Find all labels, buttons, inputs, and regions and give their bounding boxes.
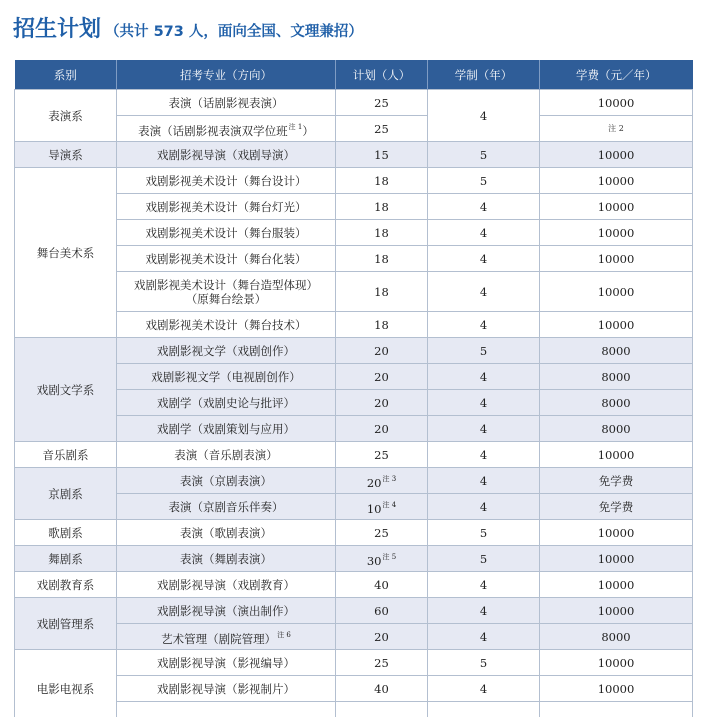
table-row — [15, 520, 693, 546]
years-cell: 4 — [428, 220, 540, 246]
fee-cell: 10000 — [540, 598, 693, 624]
plan-cell: 15 — [336, 142, 428, 168]
major-cell: 表演（歌剧表演） — [117, 520, 336, 546]
plan-value: 20 — [366, 475, 382, 490]
major-cell: 戏剧影视美术设计（舞台服装） — [117, 220, 336, 246]
fee-note-cell: 注 2 — [540, 116, 693, 142]
table-row — [15, 442, 693, 468]
major-text: 艺术管理（剧院管理） — [161, 631, 277, 646]
fee-cell: 10000 — [540, 650, 693, 676]
dept-cell: 表演系 — [15, 90, 117, 142]
table-row — [15, 90, 693, 116]
plan-cell: 18 — [336, 194, 428, 220]
group-yinyueju — [15, 442, 693, 468]
plan-cell — [336, 546, 428, 572]
years-cell: 4 — [428, 676, 540, 702]
table-row — [15, 624, 693, 650]
note-mark: 注 5 — [382, 552, 397, 561]
group-biaoyan — [15, 90, 693, 142]
fee-cell: 10000 — [540, 312, 693, 338]
plan-cell: 18 — [336, 168, 428, 194]
table-row — [15, 194, 693, 220]
plan-cell: 18 — [336, 312, 428, 338]
plan-cell: 25 — [336, 442, 428, 468]
major-cell: 表演（话剧影视表演） — [117, 90, 336, 116]
fee-cell: 10000 — [540, 442, 693, 468]
major-cell — [117, 702, 336, 717]
fee-cell: 10000 — [540, 572, 693, 598]
major-cell: 戏剧影视美术设计（舞台造型体现）（原舞台绘景） — [117, 272, 336, 312]
plan-cell: 25 — [336, 90, 428, 116]
years-cell: 5 — [428, 142, 540, 168]
years-cell — [428, 702, 540, 717]
years-cell: 4 — [428, 624, 540, 650]
title-subtitle: （共计 573 人，面向全国、文理兼招） — [105, 24, 363, 40]
years-cell: 4 — [428, 312, 540, 338]
group-wutai — [15, 168, 693, 338]
note-mark: 注 6 — [277, 630, 291, 639]
fee-cell: 10000 — [540, 676, 693, 702]
years-cell: 5 — [428, 338, 540, 364]
table-row — [15, 272, 693, 312]
dept-cell: 电影电视系 — [15, 650, 117, 717]
group-wenxue — [15, 338, 693, 442]
plan-cell: 20 — [336, 338, 428, 364]
dept-cell: 戏剧管理系 — [15, 598, 117, 650]
major-cell: 表演（京剧表演） — [117, 468, 336, 494]
dept-cell: 京剧系 — [15, 468, 117, 520]
fee-cell: 10000 — [540, 168, 693, 194]
fee-cell — [540, 702, 693, 717]
header-major: 招考专业（方向） — [117, 60, 336, 90]
plan-cell: 20 — [336, 416, 428, 442]
plan-cell: 60 — [336, 598, 428, 624]
plan-cell: 18 — [336, 246, 428, 272]
major-cell — [117, 116, 336, 142]
years-cell: 4 — [428, 272, 540, 312]
fee-cell: 10000 — [540, 546, 693, 572]
years-cell: 4 — [428, 494, 540, 520]
plan-cell: 25 — [336, 116, 428, 142]
plan-cell: 20 — [336, 624, 428, 650]
table-row — [15, 220, 693, 246]
years-cell: 4 — [428, 598, 540, 624]
major-cell: 戏剧影视美术设计（舞台化装） — [117, 246, 336, 272]
fee-cell: 8000 — [540, 416, 693, 442]
plan-cell: 18 — [336, 272, 428, 312]
dept-cell: 导演系 — [15, 142, 117, 168]
fee-cell: 8000 — [540, 624, 693, 650]
years-cell: 4 — [428, 194, 540, 220]
dept-cell: 舞剧系 — [15, 546, 117, 572]
table-row — [15, 494, 693, 520]
group-jiaoyu — [15, 572, 693, 598]
major-cell: 戏剧学（戏剧策划与应用） — [117, 416, 336, 442]
group-guanli — [15, 598, 693, 650]
fee-cell: 10000 — [540, 220, 693, 246]
table-row-partial — [15, 702, 693, 717]
years-cell: 4 — [428, 468, 540, 494]
close-paren: ） — [302, 123, 314, 138]
table-row — [15, 390, 693, 416]
major-cell: 戏剧影视导演（戏剧教育） — [117, 572, 336, 598]
fee-cell: 10000 — [540, 194, 693, 220]
table-row — [15, 572, 693, 598]
plan-cell: 20 — [336, 390, 428, 416]
note-mark: 注 4 — [382, 500, 397, 509]
major-cell: 表演（音乐剧表演） — [117, 442, 336, 468]
table-row — [15, 546, 693, 572]
plan-cell — [336, 702, 428, 717]
years-cell: 5 — [428, 168, 540, 194]
group-dianying — [15, 650, 693, 717]
table-row — [15, 416, 693, 442]
years-cell: 4 — [428, 390, 540, 416]
fee-cell: 10000 — [540, 90, 693, 116]
plan-cell: 40 — [336, 676, 428, 702]
table-row — [15, 468, 693, 494]
major-cell: 表演（京剧音乐伴奏） — [117, 494, 336, 520]
table-row — [15, 142, 693, 168]
years-cell: 4 — [428, 246, 540, 272]
table-row — [15, 246, 693, 272]
page-title — [13, 12, 363, 42]
major-cell — [117, 624, 336, 650]
years-cell: 4 — [428, 90, 540, 142]
major-cell: 戏剧影视导演（演出制作） — [117, 598, 336, 624]
title-main: 招生计划 — [13, 17, 102, 42]
plan-value: 10 — [366, 501, 382, 516]
table-row — [15, 338, 693, 364]
group-daoyan — [15, 142, 693, 168]
years-cell: 4 — [428, 572, 540, 598]
header-fee: 学费（元／年） — [540, 60, 693, 90]
major-text: 表演（话剧影视表演双学位班 — [138, 123, 288, 138]
group-wuju — [15, 546, 693, 572]
fee-cell: 8000 — [540, 338, 693, 364]
group-jingju — [15, 468, 693, 520]
plan-value: 30 — [366, 553, 382, 568]
note-mark: 注 3 — [382, 474, 397, 483]
major-cell: 戏剧影视美术设计（舞台灯光） — [117, 194, 336, 220]
note-mark: 注 1 — [288, 122, 303, 131]
major-cell: 戏剧学（戏剧史论与批评） — [117, 390, 336, 416]
table-row — [15, 598, 693, 624]
major-cell: 戏剧影视导演（戏剧导演） — [117, 142, 336, 168]
header-dept: 系别 — [15, 60, 117, 90]
years-cell: 4 — [428, 442, 540, 468]
years-cell: 5 — [428, 546, 540, 572]
fee-cell: 10000 — [540, 246, 693, 272]
dept-cell: 戏剧教育系 — [15, 572, 117, 598]
years-cell: 4 — [428, 364, 540, 390]
major-cell: 戏剧影视文学（电视剧创作） — [117, 364, 336, 390]
plan-cell: 25 — [336, 650, 428, 676]
table-header-row — [15, 60, 693, 90]
header-plan: 计划（人） — [336, 60, 428, 90]
major-cell: 戏剧影视导演（影视编导） — [117, 650, 336, 676]
header-years: 学制（年） — [428, 60, 540, 90]
table-row — [15, 116, 693, 142]
table-row — [15, 364, 693, 390]
fee-cell: 免学费 — [540, 468, 693, 494]
dept-cell: 音乐剧系 — [15, 442, 117, 468]
fee-cell: 8000 — [540, 390, 693, 416]
fee-cell: 免学费 — [540, 494, 693, 520]
group-geju — [15, 520, 693, 546]
plan-cell — [336, 494, 428, 520]
plan-cell: 20 — [336, 364, 428, 390]
major-cell: 表演（舞剧表演） — [117, 546, 336, 572]
major-cell: 戏剧影视美术设计（舞台技术） — [117, 312, 336, 338]
years-cell: 5 — [428, 520, 540, 546]
years-cell: 4 — [428, 416, 540, 442]
plan-cell: 40 — [336, 572, 428, 598]
major-cell: 戏剧影视美术设计（舞台设计） — [117, 168, 336, 194]
major-cell: 戏剧影视文学（戏剧创作） — [117, 338, 336, 364]
table-row — [15, 676, 693, 702]
dept-cell: 戏剧文学系 — [15, 338, 117, 442]
dept-cell: 舞台美术系 — [15, 168, 117, 338]
plan-cell: 18 — [336, 220, 428, 246]
fee-cell: 10000 — [540, 272, 693, 312]
fee-cell: 8000 — [540, 364, 693, 390]
table-row — [15, 168, 693, 194]
years-cell: 5 — [428, 650, 540, 676]
major-cell: 戏剧影视导演（影视制片） — [117, 676, 336, 702]
dept-cell: 歌剧系 — [15, 520, 117, 546]
fee-cell: 10000 — [540, 142, 693, 168]
plan-cell — [336, 468, 428, 494]
fee-cell: 10000 — [540, 520, 693, 546]
table-row — [15, 312, 693, 338]
table-row — [15, 650, 693, 676]
admissions-table — [14, 60, 693, 717]
plan-cell: 25 — [336, 520, 428, 546]
